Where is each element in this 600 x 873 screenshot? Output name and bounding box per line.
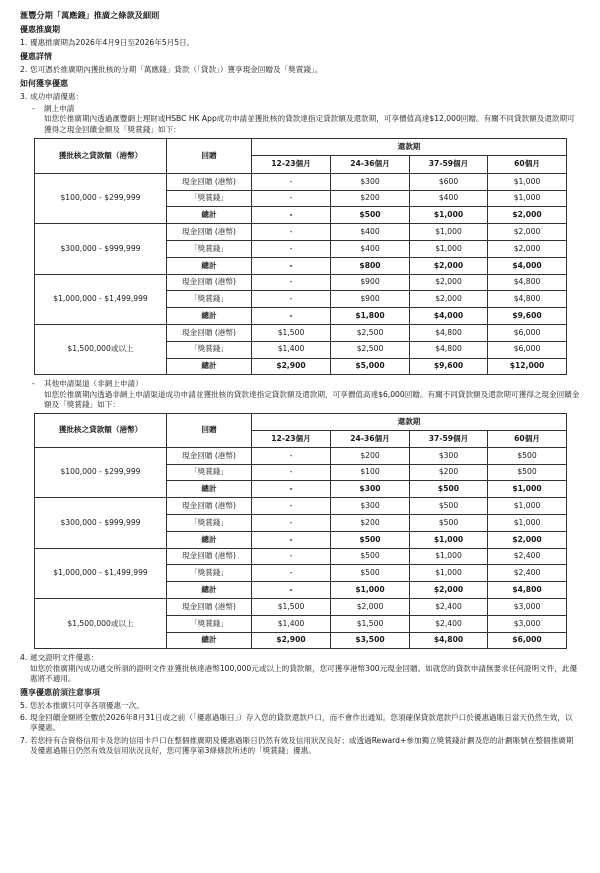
dash-bullet: - (32, 379, 35, 389)
clause-4-paragraph: 如您於推廣期內成功遞交所須的證明文件並獲批核達港幣100,000元或以上的貸款額，您可獲享港幣300元現金回贈。如就您的貸款申請無要求任何證明文件，此優惠將不適用。 (30, 663, 578, 683)
cash-rebate-label: 現金回贈 (港幣) (167, 324, 252, 341)
cash-rebate-value-cell: $300 (410, 447, 488, 464)
cash-rebate-value-cell: $1,500 (252, 599, 331, 616)
reward-cash-value-cell: $1,000 (410, 565, 488, 582)
cash-rebate-value-cell: $2,000 (410, 274, 488, 291)
loan-amount-cell: $1,500,000或以上 (35, 599, 167, 649)
table-row (35, 599, 567, 616)
total-value-cell: - (252, 207, 331, 224)
cash-rebate-value-cell: $1,000 (410, 224, 488, 241)
total-label: 總計 (167, 207, 252, 224)
cash-rebate-value-cell: $2,400 (488, 548, 567, 565)
clause-text: 成功申請優惠： (30, 91, 84, 101)
online-application-paragraph: 如您於推廣期內透過滙豐網上理財或HSBC HK App成功申請並獲批核的貸款達指定貸款額及還款期，可享價值高達$12,000回贈。有關不同貸款額及還款期可獲得之現金回饋金額及「獎賞錢」如下： (44, 114, 575, 134)
total-label: 總計 (167, 531, 252, 548)
clause-number: 6. (20, 713, 28, 723)
tenor-column-header: 60個月 (488, 430, 567, 447)
clause-6 (20, 713, 580, 734)
total-value-cell: $500 (331, 531, 410, 548)
reward-cash-label: 「獎賞錢」 (167, 190, 252, 207)
cash-rebate-value-cell: $900 (331, 274, 410, 291)
total-label: 總計 (167, 481, 252, 498)
reward-cash-value-cell: $3,000 (488, 615, 567, 632)
other-channel-paragraph: 如您於推廣期內透過非網上申請渠道成功申請並獲批核的貸款達指定貸款額及還款期，可享價值高達$6,000回贈。有關不同貸款額及還款期可獲得之現金回饋金額及「獎賞錢」如下： (44, 389, 580, 409)
tenor-column-header: 37-59個月 (410, 155, 488, 173)
reward-cash-value-cell: $6,000 (488, 341, 567, 358)
cash-rebate-value-cell: $200 (331, 447, 410, 464)
total-value-cell: $2,000 (410, 257, 488, 274)
reward-cash-value-cell: $2,400 (410, 615, 488, 632)
cash-rebate-value-cell: - (252, 498, 331, 515)
loan-amount-cell: $1,500,000或以上 (35, 324, 167, 374)
clause-text: 若您持有合資格信用卡及您的信用卡戶口在整個推廣期及優惠過賬日仍然有效及信用狀況良好；或透過Reward+參加獨立獎賞錢計劃及您的計劃賬號在整個推廣期及優惠過賬日仍然有效及信用狀況良好，您可獲享第3條條款所述的「獎賞錢」優惠。 (30, 735, 574, 755)
cash-rebate-value-cell: $500 (331, 548, 410, 565)
cash-rebate-value-cell: $6,000 (488, 324, 567, 341)
cash-rebate-value-cell: $2,000 (331, 599, 410, 616)
reward-cash-value-cell: $500 (488, 464, 567, 481)
clause-5 (20, 701, 580, 711)
cash-rebate-label: 現金回贈 (港幣) (167, 548, 252, 565)
reward-cash-value-cell: $1,000 (410, 240, 488, 257)
total-value-cell: $2,900 (252, 358, 331, 375)
loan-amount-cell: $100,000 - $299,999 (35, 173, 167, 223)
how-to-enjoy-heading: 如何獲享優惠 (20, 79, 68, 89)
total-value-cell: $2,000 (488, 531, 567, 548)
reward-cash-label: 「獎賞錢」 (167, 615, 252, 632)
total-label: 總計 (167, 632, 252, 649)
reward-cash-value-cell: $900 (331, 291, 410, 308)
cash-rebate-value-cell: $3,000 (488, 599, 567, 616)
total-value-cell: $12,000 (488, 358, 567, 375)
cash-rebate-value-cell: $1,000 (488, 498, 567, 515)
reward-cash-value-cell: - (252, 464, 331, 481)
total-label: 總計 (167, 358, 252, 375)
other-channel-rebate-table (34, 413, 567, 649)
table-row (35, 274, 567, 291)
sub-label: 網上申請 (44, 104, 75, 114)
clause-2 (20, 65, 580, 75)
total-value-cell: $2,000 (488, 207, 567, 224)
page-title: 滙豐分期「萬應錢」推廣之條款及細則 (20, 10, 160, 20)
cash-rebate-value-cell: - (252, 274, 331, 291)
reward-cash-value-cell: $200 (331, 515, 410, 532)
clause-text: 現金回饋金額將全數於2026年8月31日或之前（「優惠過賬日」）存入您的貸款還款戶口，而不會作出通知。您須確保貸款還款戶口於優惠過賬日當天仍然生效，以享優惠。 (30, 713, 573, 733)
tenor-column-header: 24-36個月 (331, 155, 410, 173)
total-value-cell: $2,000 (410, 582, 488, 599)
reward-cash-value-cell: $2,400 (488, 565, 567, 582)
clause-number: 5. (20, 700, 28, 710)
total-value-cell: $3,500 (331, 632, 410, 649)
total-value-cell: $5,000 (331, 358, 410, 375)
promo-period-heading: 優惠推廣期 (20, 25, 60, 35)
total-value-cell: $4,800 (410, 632, 488, 649)
tenor-header: 還款期 (252, 414, 567, 431)
total-value-cell: - (252, 308, 331, 325)
table-row (35, 324, 567, 341)
clause-text: 您可憑於推廣期內獲批核的分期「萬應錢」貸款（「貸款」）獲享現金回贈及「獎賞錢」。 (30, 64, 323, 74)
reward-cash-label: 「獎賞錢」 (167, 341, 252, 358)
total-value-cell: $800 (331, 257, 410, 274)
loan-amount-cell: $1,000,000 - $1,499,999 (35, 274, 167, 324)
reward-cash-value-cell: - (252, 565, 331, 582)
reward-cash-label: 「獎賞錢」 (167, 565, 252, 582)
cash-rebate-value-cell: $4,800 (410, 324, 488, 341)
cash-rebate-label: 現金回贈 (港幣) (167, 173, 252, 190)
total-value-cell: - (252, 531, 331, 548)
clause-4 (20, 653, 580, 663)
other-channel-label (32, 379, 580, 389)
cash-rebate-value-cell: $500 (488, 447, 567, 464)
clause-3 (20, 92, 580, 102)
clause-text: 遞交證明文件優惠： (30, 653, 99, 663)
reward-cash-value-cell: $200 (410, 464, 488, 481)
cash-rebate-value-cell: $2,400 (410, 599, 488, 616)
clause-number: 3. (20, 91, 28, 101)
table-row (35, 173, 567, 190)
loan-amount-header: 獲批核之貸款額（港幣） (35, 414, 167, 448)
reward-cash-value-cell: $1,400 (252, 341, 331, 358)
offer-details-heading: 優惠詳情 (20, 52, 52, 62)
reward-cash-value-cell: $500 (331, 565, 410, 582)
clause-text: 優惠推廣期為2026年4月9日至2026年5月5日。 (30, 37, 195, 47)
cash-rebate-label: 現金回贈 (港幣) (167, 224, 252, 241)
reward-cash-value-cell: $4,800 (488, 291, 567, 308)
cash-rebate-value-cell: $1,000 (488, 173, 567, 190)
total-value-cell: $6,000 (488, 632, 567, 649)
reward-cash-value-cell: $1,500 (331, 615, 410, 632)
clause-7 (20, 736, 580, 757)
reward-cash-label: 「獎賞錢」 (167, 291, 252, 308)
total-label: 總計 (167, 257, 252, 274)
reward-cash-label: 「獎賞錢」 (167, 515, 252, 532)
reward-cash-value-cell: - (252, 515, 331, 532)
total-value-cell: $1,000 (488, 481, 567, 498)
table-row (35, 447, 567, 464)
clause-number: 7. (20, 735, 28, 745)
clause-number: 2. (20, 64, 28, 74)
clause-1 (20, 38, 580, 48)
reward-header: 回贈 (167, 414, 252, 448)
cash-rebate-label: 現金回贈 (港幣) (167, 498, 252, 515)
clause-number: 4. (20, 653, 28, 663)
tenor-column-header: 24-36個月 (331, 430, 410, 447)
reward-cash-value-cell: $400 (410, 190, 488, 207)
total-value-cell: $1,000 (410, 207, 488, 224)
loan-amount-cell: $300,000 - $999,999 (35, 224, 167, 274)
loan-amount-cell: $100,000 - $299,999 (35, 447, 167, 497)
reward-cash-label: 「獎賞錢」 (167, 240, 252, 257)
total-value-cell: $500 (331, 207, 410, 224)
reward-cash-value-cell: $1,400 (252, 615, 331, 632)
loan-amount-cell: $300,000 - $999,999 (35, 498, 167, 548)
reward-cash-value-cell: $2,000 (488, 240, 567, 257)
loan-amount-header: 獲批核之貸款額（港幣） (35, 138, 167, 173)
total-value-cell: - (252, 257, 331, 274)
reward-cash-value-cell: $2,500 (331, 341, 410, 358)
table-row (35, 548, 567, 565)
cash-rebate-value-cell: $500 (410, 498, 488, 515)
reward-cash-value-cell: $4,800 (410, 341, 488, 358)
reward-cash-value-cell: - (252, 190, 331, 207)
loan-amount-cell: $1,000,000 - $1,499,999 (35, 548, 167, 598)
dash-bullet: - (32, 104, 35, 114)
reward-cash-value-cell: $1,000 (488, 190, 567, 207)
total-value-cell: $300 (331, 481, 410, 498)
reward-cash-value-cell: - (252, 291, 331, 308)
reward-cash-value-cell: $100 (331, 464, 410, 481)
table-row (35, 498, 567, 515)
cash-rebate-value-cell: $600 (410, 173, 488, 190)
tenor-column-header: 12-23個月 (252, 430, 331, 447)
table-row (35, 224, 567, 241)
cash-rebate-value-cell: $1,000 (410, 548, 488, 565)
reward-cash-label: 「獎賞錢」 (167, 464, 252, 481)
tenor-column-header: 37-59個月 (410, 430, 488, 447)
total-value-cell: $1,000 (410, 531, 488, 548)
cash-rebate-label: 現金回贈 (港幣) (167, 447, 252, 464)
cash-rebate-label: 現金回贈 (港幣) (167, 274, 252, 291)
total-value-cell: $2,900 (252, 632, 331, 649)
total-value-cell: $4,000 (410, 308, 488, 325)
total-value-cell: $9,600 (488, 308, 567, 325)
sub-label: 其他申請渠道（非網上申請） (44, 379, 143, 389)
total-value-cell: $500 (410, 481, 488, 498)
total-value-cell: $1,000 (331, 582, 410, 599)
cash-rebate-value-cell: - (252, 224, 331, 241)
tenor-column-header: 60個月 (488, 155, 567, 173)
reward-cash-value-cell: $400 (331, 240, 410, 257)
reward-cash-value-cell: - (252, 240, 331, 257)
cash-rebate-label: 現金回贈 (港幣) (167, 599, 252, 616)
cash-rebate-value-cell: $2,000 (488, 224, 567, 241)
cash-rebate-value-cell: - (252, 173, 331, 190)
cash-rebate-value-cell: - (252, 548, 331, 565)
total-label: 總計 (167, 582, 252, 599)
online-rebate-table (34, 138, 567, 375)
reward-header: 回贈 (167, 138, 252, 173)
tenor-header: 還款期 (252, 138, 567, 155)
notes-heading: 獲享優惠前須注意事項 (20, 688, 100, 698)
cash-rebate-value-cell: $300 (331, 498, 410, 515)
reward-cash-value-cell: $200 (331, 190, 410, 207)
clause-number: 1. (20, 37, 28, 47)
tenor-column-header: 12-23個月 (252, 155, 331, 173)
total-value-cell: $4,800 (488, 582, 567, 599)
online-application-label (32, 104, 580, 114)
total-value-cell: $4,000 (488, 257, 567, 274)
cash-rebate-value-cell: $2,500 (331, 324, 410, 341)
reward-cash-value-cell: $2,000 (410, 291, 488, 308)
clause-text: 您於本推廣只可享各項優惠一次。 (30, 700, 144, 710)
cash-rebate-value-cell: - (252, 447, 331, 464)
total-value-cell: $9,600 (410, 358, 488, 375)
cash-rebate-value-cell: $400 (331, 224, 410, 241)
total-value-cell: - (252, 582, 331, 599)
reward-cash-value-cell: $1,000 (488, 515, 567, 532)
cash-rebate-value-cell: $300 (331, 173, 410, 190)
cash-rebate-value-cell: $4,800 (488, 274, 567, 291)
total-label: 總計 (167, 308, 252, 325)
total-value-cell: $1,800 (331, 308, 410, 325)
cash-rebate-value-cell: $1,500 (252, 324, 331, 341)
reward-cash-value-cell: $500 (410, 515, 488, 532)
total-value-cell: - (252, 481, 331, 498)
